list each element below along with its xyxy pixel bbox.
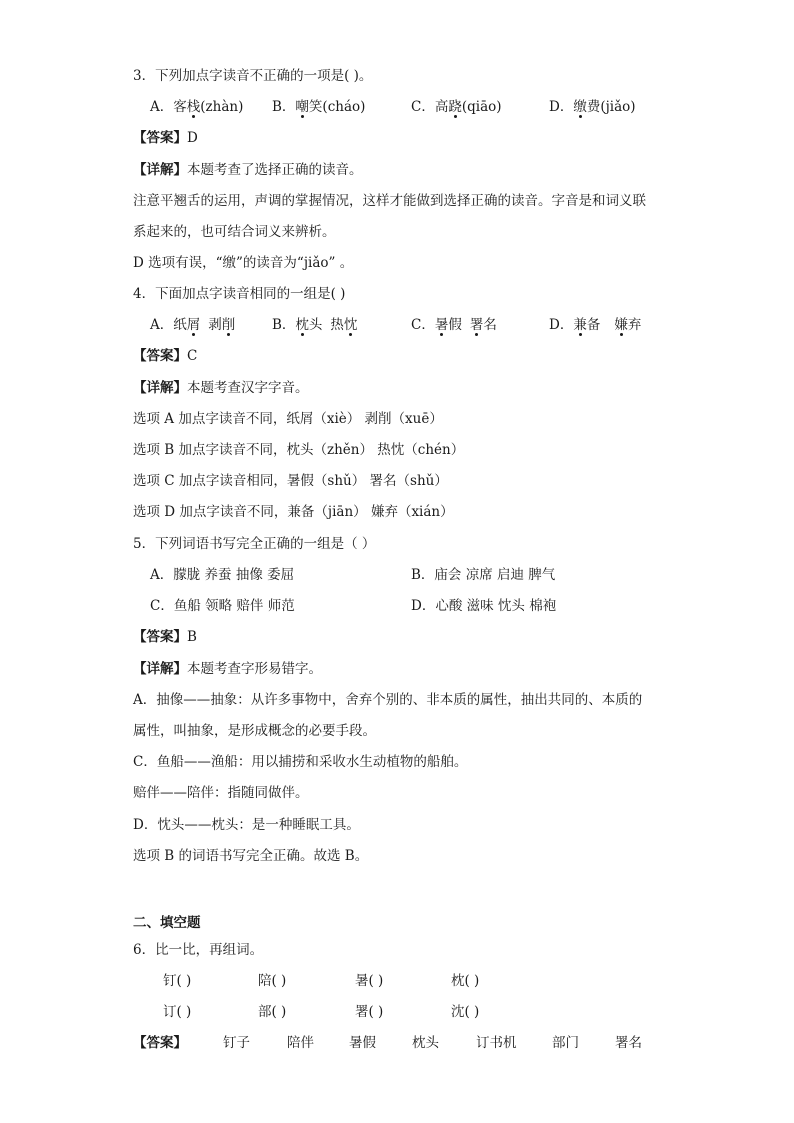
q5-detail-line: 属性，叫抽象，是形成概念的必要手段。 bbox=[133, 723, 376, 739]
q6-answer-item: 陪伴 bbox=[287, 1035, 314, 1051]
q4-stem: 4．下面加点字读音相同的一组是( ) bbox=[133, 286, 346, 302]
q5-option-a: A．朦胧 养蚕 抽像 委屈 bbox=[150, 567, 295, 583]
q6-answer-item: 部门 bbox=[552, 1035, 579, 1051]
q3-para3: D 选项有误，“缴”的读音为“jiǎo” 。 bbox=[133, 255, 354, 271]
q4-detail-line: 选项 D 加点字读音不同，兼备（jiān） 嫌弃（xián） bbox=[133, 504, 454, 520]
q6-answer-label: 【答案】 bbox=[133, 1035, 187, 1051]
q6-answer-item: 暑假 bbox=[349, 1035, 376, 1051]
q5-stem: 5．下列词语书写完全正确的一组是（ ） bbox=[133, 536, 376, 552]
q5-detail-line: C．鱼船——渔船：用以捕捞和采收水生动植物的船舶。 bbox=[133, 754, 468, 770]
q5-option-c: C．鱼船 领略 赔伴 师范 bbox=[150, 598, 295, 614]
q4-detail-line: 选项 A 加点字读音不同，纸屑（xiè） 剥削（xuē） bbox=[133, 411, 443, 427]
q4-option-c: C．暑假 署名 bbox=[411, 317, 497, 333]
q5-detail: 【详解】本题考查字形易错字。 bbox=[133, 661, 322, 677]
q6-row1-item: 暑( ) bbox=[355, 973, 384, 989]
section-title: 二、填空题 bbox=[133, 915, 201, 931]
q3-para2: 系起来的，也可结合词义来辨析。 bbox=[133, 224, 336, 240]
q5-option-d: D．心酸 滋味 忱头 棉袍 bbox=[411, 598, 557, 614]
q4-detail-line: 选项 B 加点字读音不同，枕头（zhěn） 热忱（chén） bbox=[133, 442, 465, 458]
q5-detail-line: 赔伴——陪伴：指随同做伴。 bbox=[133, 785, 309, 801]
q6-row1-item: 陪( ) bbox=[258, 973, 287, 989]
q6-stem: 6．比一比，再组词。 bbox=[133, 942, 264, 958]
q6-row1-item: 枕( ) bbox=[451, 973, 480, 989]
q4-option-b: B．枕头 热忱 bbox=[272, 317, 358, 333]
q4-detail-line: 选项 C 加点字读音相同，暑假（shǔ） 署名（shǔ） bbox=[133, 473, 448, 489]
q4-detail: 【详解】本题考查汉字字音。 bbox=[133, 380, 309, 396]
q6-answer-item: 订书机 bbox=[476, 1035, 517, 1051]
q6-row2-item: 沈( ) bbox=[451, 1004, 480, 1020]
q5-detail-line: A．抽像——抽象：从许多事物中，舍弃个别的、非本质的属性，抽出共同的、本质的 bbox=[133, 692, 643, 708]
q6-row2-item: 订( ) bbox=[163, 1004, 192, 1020]
q6-row1-item: 钉( ) bbox=[163, 973, 192, 989]
q5-detail-line: D．忱头——枕头：是一种睡眠工具。 bbox=[133, 817, 360, 833]
q3-detail: 【详解】本题考查了选择正确的读音。 bbox=[133, 162, 363, 178]
q4-option-d: D．兼备 嫌弃 bbox=[549, 317, 642, 333]
q4-answer: 【答案】C bbox=[133, 348, 198, 364]
q3-option-a: A．客栈(zhàn) bbox=[150, 99, 244, 115]
q6-answer-item: 署名 bbox=[615, 1035, 642, 1051]
q5-answer: 【答案】B bbox=[133, 629, 197, 645]
q3-option-c: C．高跷(qiāo) bbox=[411, 99, 502, 115]
q3-option-b: B．嘲笑(cháo) bbox=[272, 99, 366, 115]
q3-option-d: D．缴费(jiǎo) bbox=[549, 99, 636, 115]
q3-answer: 【答案】D bbox=[133, 130, 198, 146]
q4-option-a: A．纸屑 剥削 bbox=[150, 317, 236, 333]
q5-detail-line: 选项 B 的词语书写完全正确。故选 B。 bbox=[133, 848, 369, 864]
q6-answer-item: 枕头 bbox=[412, 1035, 439, 1051]
q6-row2-item: 署( ) bbox=[355, 1004, 384, 1020]
q6-answer-item: 钉子 bbox=[223, 1035, 250, 1051]
q5-option-b: B．庙会 凉席 启迪 脾气 bbox=[411, 567, 556, 583]
q6-row2-item: 部( ) bbox=[258, 1004, 287, 1020]
q3-para1: 注意平翘舌的运用，声调的掌握情况，这样才能做到选择正确的读音。字音是和词义联 bbox=[133, 193, 646, 209]
q3-stem: 3．下列加点字读音不正确的一项是( )。 bbox=[133, 68, 373, 84]
